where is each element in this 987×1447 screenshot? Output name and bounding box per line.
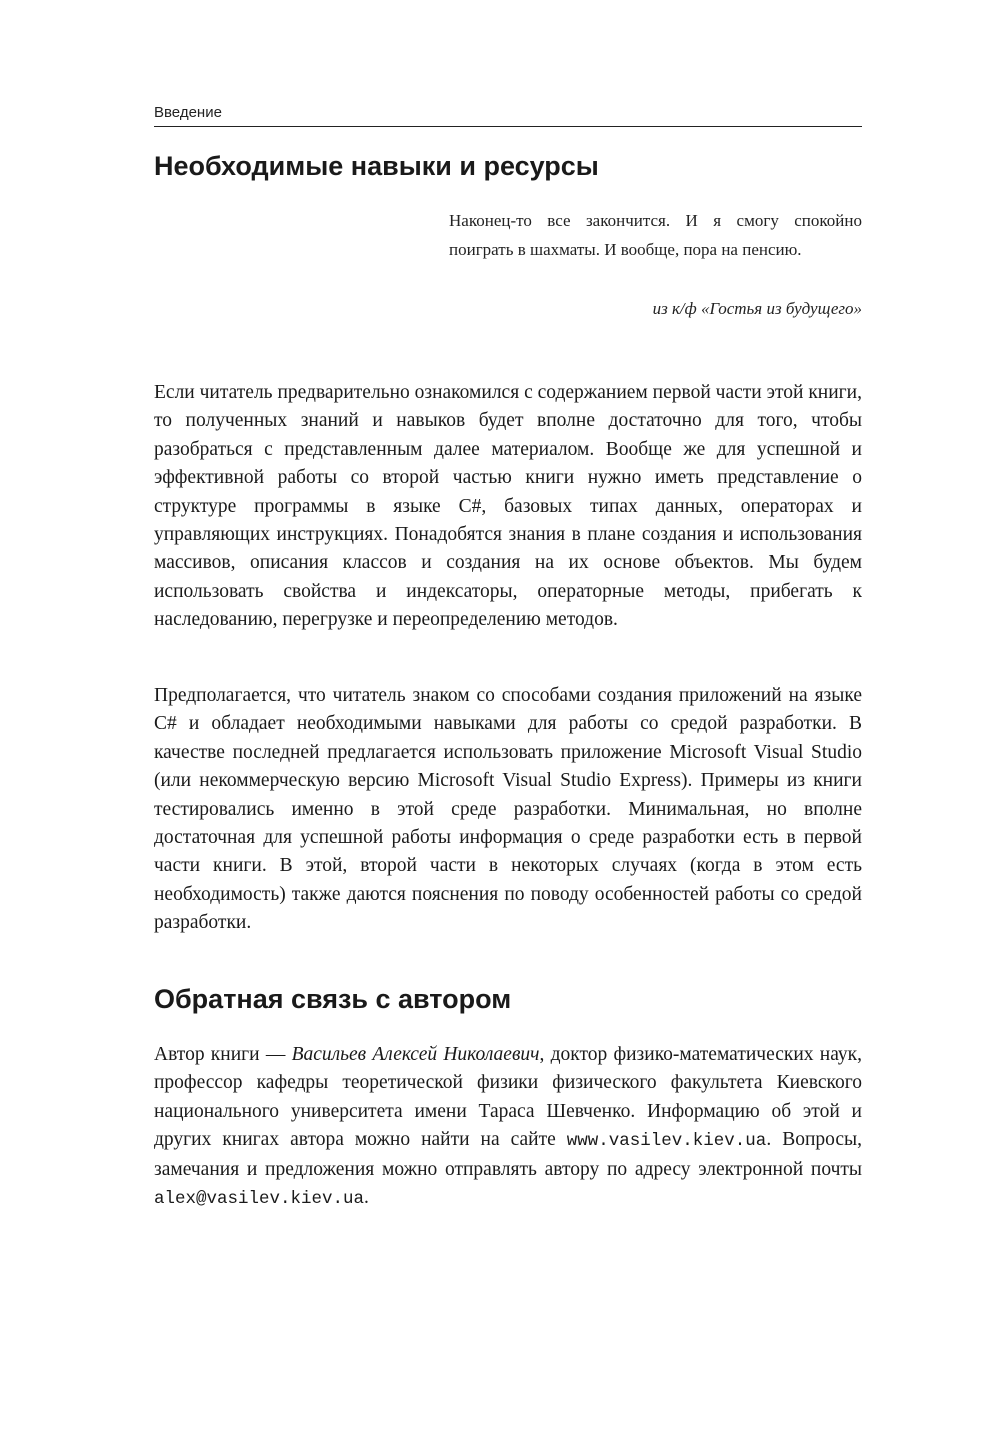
email-link[interactable]: alex@vasilev.kiev.ua — [154, 1189, 365, 1210]
paragraph-skills-1: Если читатель предварительно ознакомился с содержанием первой части этой книги, то полученных знаний и навыков будет вполне достаточно для того, чтобы разобраться с представленным далее материалом. Вообще же для успешной и эффективной работы со второй частью книги нужно иметь представление о структуре программы в языке C#, базовых типах данных, операторах и управляющих инструкциях. Понадобятся знания в плане создания и использования массивов, описания классов и создания на их основе объектов. Мы будем использовать свойства и индексаторы, операторные методы, прибегать к наследованию, перегрузке и переопределению методов. — [154, 382, 862, 631]
contact-text: . Вопросы, замечания и предложения можно отправлять автору по адресу электронной почты — [154, 1129, 862, 1180]
epigraph-quote: Наконец-то все закончится. И я смогу спокойно поиграть в шахматы. И вообще, пора на пенсию. — [449, 211, 862, 259]
author-name: Васильев Алексей Николаевич — [291, 1044, 540, 1065]
running-head: Введение — [154, 104, 862, 127]
feedback-intro: Автор книги — — [154, 1044, 292, 1065]
section-heading-feedback: Обратная связь с автором — [154, 984, 512, 1014]
epigraph-source: из к/ф «Гостья из будущего» — [652, 299, 862, 318]
paragraph-feedback — [154, 1041, 862, 1213]
website-link[interactable]: www.vasilev.kiev.ua — [566, 1131, 767, 1152]
paragraph-skills-2: Предполагается, что читатель знаком со способами создания приложений на языке C# и обладает необходимыми навыками для работы со средой разработки. В качестве последней предлагается использовать приложение Microsoft Visual Studio (или некоммерческую версию Microsoft Visual Studio Express). Примеры из книги тестировались именно в этой среде разработки. Минимальная, но вполне достаточная для успешной работы информация о среде разработки есть в первой части книги. В этой, второй части в некоторых случаях (когда в этом есть необходимость) также даются пояснения по поводу особенностей работы со средой разработки. — [154, 685, 862, 934]
paragraph-end: . — [364, 1187, 369, 1209]
section-heading-skills: Необходимые навыки и ресурсы — [154, 151, 599, 181]
author-bio: , доктор физико-математических наук, профессор кафедры теоретической физики физического факультета Киевского национального университета имени Тараса Шевченко. Информацию об этой и других книгах автора можно найти на сайте — [154, 1044, 862, 1151]
